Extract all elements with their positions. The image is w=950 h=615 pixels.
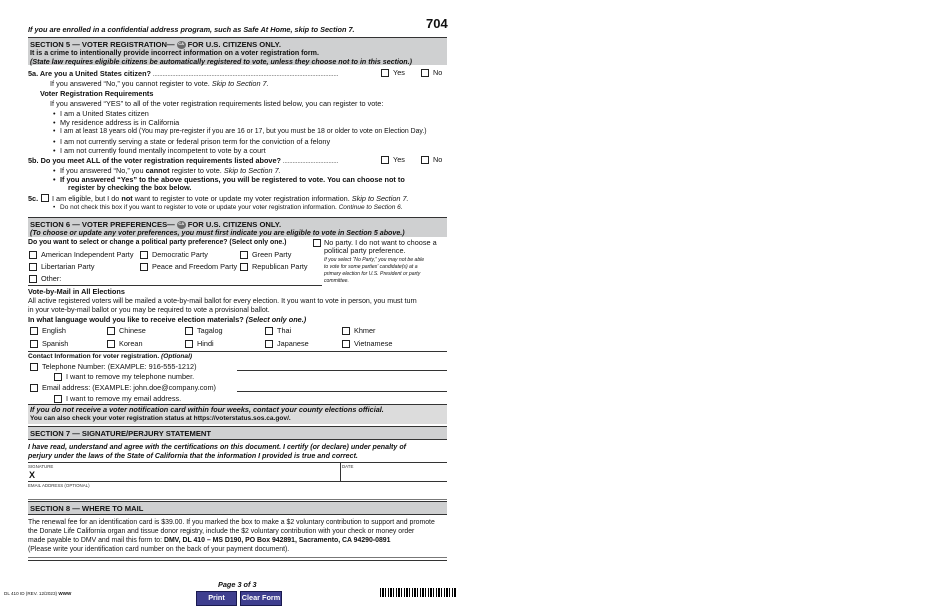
print-button[interactable]: Print [196,591,237,606]
section-6-title-suffix: FOR U.S. CITIZENS ONLY. [187,220,282,229]
perjury-statement-cont: perjury under the laws of the State of California that the information I provided is true and correct. [28,452,358,460]
remove-phone-option[interactable]: I want to remove my telephone number. [54,373,194,382]
section-8-top-rule [28,499,447,500]
section-6-header [28,217,447,237]
email-optional-label: EMAIL ADDRESS (OPTIONAL) [28,483,90,488]
requirements-intro: If you answered “YES” to all of the voter registration requirements listed below, you can register to vote: [50,99,384,108]
section-8-rule [28,514,447,515]
q5c-opt-out-checkbox[interactable] [41,194,49,202]
requirement-item: • My residence address is in California [60,119,179,128]
party-question: Do you want to select or change a political party preference? (Select only one.) [28,239,287,246]
vbm-text-cont: in your vote-by-mail ballot or you may be required to vote a provisional ballot. [28,306,270,314]
language-checkbox[interactable] [185,340,193,348]
language-option[interactable]: English [30,327,66,336]
where-to-mail-text: The renewal fee for an identification card is $39.00. If you marked the box to make a $2 voluntary contribution to support and promote [28,519,435,526]
language-option[interactable]: Spanish [30,340,68,349]
q5a-no-option[interactable]: No [421,69,442,78]
phone-checkbox[interactable] [30,363,38,371]
requirements-title: Voter Registration Requirements [40,89,154,98]
party-other-checkbox[interactable] [29,275,37,283]
party-option[interactable]: American Independent Party [29,251,133,260]
q5b-no-instruction: • If you answered “No,” you cannot register to vote. Skip to Section 7. [60,167,281,176]
requirement-item: • I am not currently found mentally incompetent to vote by a court [60,147,266,156]
form-revision: DL 410 ID (REV. 12/2023) WWW [4,591,72,596]
q5b-yes-option[interactable]: Yes [381,156,405,165]
language-question: In what language would you like to receive election materials? (Select only one.) [28,315,307,324]
no-party-note: If you select “No Party,” you may not be able [324,257,425,263]
party-option-other[interactable]: Other: [29,275,61,284]
no-party-note: to vote for some parties' candidate(s) at a [324,264,418,270]
page-indicator: Page 3 of 3 [218,580,257,589]
section-5-title-suffix: FOR U.S. CITIZENS ONLY. [187,40,281,49]
section-8-bottom-rule [28,557,447,558]
party-option[interactable]: Libertarian Party [29,263,95,272]
q5a-no-instruction: If you answered “No,” you cannot register to vote. Skip to Section 7. [50,79,269,88]
phone-input-line[interactable] [237,370,447,371]
no-party-note: primary election for U.S. President or party [324,271,421,277]
section-5-header [28,37,447,65]
language-checkbox[interactable] [185,327,193,335]
language-option[interactable]: Korean [107,340,143,349]
vbm-title: Vote-by-Mail in All Elections [28,287,125,296]
language-checkbox[interactable] [342,340,350,348]
section-8-bottom-rule-2 [28,560,447,561]
signature-x-mark: X [29,470,36,480]
party-option[interactable]: Peace and Freedom Party [140,263,237,272]
question-5c-label: 5c. [28,194,39,203]
section-5-auto-register-note: (State law requires eligible citizens be automatically registered to vote, unless they choose not to in this section.) [30,57,412,66]
party-checkbox[interactable] [140,263,148,271]
status-check-text: You can also check your voter registration status at https://voterstatus.sos.ca.gov/. [30,414,291,422]
section-8-title: SECTION 8 — WHERE TO MAIL [30,504,144,513]
where-to-mail-note: (Please write your identification card number on the back of your payment document). [28,546,290,553]
language-divider [28,351,447,352]
confidential-address-note: If you are enrolled in a confidential address program, such as Safe At Home, skip to Section 7. [28,25,355,34]
language-option[interactable]: Thai [265,327,291,336]
language-checkbox[interactable] [107,327,115,335]
language-option[interactable]: Hindi [185,340,214,349]
q5b-no-option[interactable]: No [421,156,442,165]
signature-field[interactable] [42,467,338,482]
language-checkbox[interactable] [30,327,38,335]
q5a-yes-option[interactable]: Yes [381,69,405,78]
section-8-header [28,501,447,514]
language-checkbox[interactable] [342,327,350,335]
language-option[interactable]: Tagalog [185,327,223,336]
party-option[interactable]: Democratic Party [140,251,208,260]
section-7-rule [28,439,447,440]
q5a-no-checkbox[interactable] [421,69,429,77]
language-option[interactable]: Vietnamese [342,340,392,349]
language-checkbox[interactable] [265,340,273,348]
where-to-mail-address: made payable to DMV and mail this form to: DMV, DL 410 – MS D190, PO Box 942891, Sacramento, CA 94290-0891 [28,537,391,544]
party-checkbox[interactable] [29,251,37,259]
section-6-note: (To choose or update any voter preferences, you must first indicate you are eligible to vote in Section 5 above.) [30,229,405,238]
barcode-icon [380,588,456,597]
language-option[interactable]: Japanese [265,340,309,349]
notice-text: If you do not receive a voter notification card within four weeks, contact your county elections official. [30,405,384,414]
date-label: DATE [342,464,354,469]
q5b-yes-checkbox[interactable] [381,156,389,164]
party-checkbox[interactable] [29,263,37,271]
signature-box [28,462,447,482]
q5a-yes-checkbox[interactable] [381,69,389,77]
language-checkbox[interactable] [30,340,38,348]
q5c-note: • Do not check this box if you want to register to vote or update your voter registration information. Continue to Section 6. [60,204,403,212]
party-divider [28,285,322,286]
remove-email-checkbox[interactable] [54,395,62,403]
vbm-text: All active registered voters will be mailed a vote-by-mail ballot for every election. It you want to vote in person, you must turn [28,297,417,305]
date-field[interactable] [344,467,444,482]
language-option[interactable]: Chinese [107,327,146,336]
q5b-yes-instruction: • If you answered “Yes” to the above questions, you will be registered to vote. You can choose not to [60,176,405,185]
question-5c: I am eligible, but I do not want to register to vote or update my voter registration information. Skip to Section 7. [52,194,409,203]
section-7-title: SECTION 7 — SIGNATURE/PERJURY STATEMENT [30,429,212,438]
remove-email-option[interactable]: I want to remove my email address. [54,395,181,404]
no-party-label: No party. I do not want to choose a [324,238,437,247]
requirement-item: • I am at least 18 years old (You may pre-register if you are 16 or 17, but you must be 18 or older to vote on Election Day.) [60,128,427,136]
requirement-item: • I am not currently serving a state or federal prison term for the conviction of a felony [60,138,330,147]
clear-form-button[interactable]: Clear Form [240,591,282,606]
question-5a: 5a. Are you a United States citizen? .................................................................................................................. [28,69,339,78]
section-5-warning: It is a crime to intentionally provide incorrect information on a voter registration form. [30,49,319,58]
contact-info-title: Contact Information for voter registration. (Optional) [28,353,193,360]
email-option[interactable]: Email address: (EXAMPLE: john.doe@company.com) [30,384,216,393]
email-optional-field[interactable] [28,489,447,497]
no-party-label-cont: political party preference. [324,246,406,255]
party-checkbox[interactable] [240,251,248,259]
where-to-mail-text: the Donate Life California organ and tissue donor registry, include the $2 voluntary contribution with your check or money order [28,528,415,535]
phone-option[interactable]: Telephone Number: (EXAMPLE: 916-555-1212) [30,363,197,372]
language-option[interactable]: Khmer [342,327,376,336]
section-7-header [28,426,447,439]
language-checkbox[interactable] [265,327,273,335]
notice-box [28,404,447,424]
perjury-statement: I have read, understand and agree with the certifications on this document. I certify (or declare) under penalty of [28,443,407,451]
language-checkbox[interactable] [107,340,115,348]
section-6-title: SECTION 6 — VOTER PREFERENCES— [30,220,175,229]
remove-phone-checkbox[interactable] [54,373,62,381]
q5b-no-checkbox[interactable] [421,156,429,164]
party-checkbox[interactable] [240,263,248,271]
requirement-item: • I am a United States citizen [60,110,149,119]
party-option[interactable]: Green Party [240,251,291,260]
question-5b: 5b. Do you meet ALL of the voter registration requirements listed above? .................................. [28,156,338,165]
california-seal-icon: CA [177,221,186,229]
no-party-checkbox[interactable] [313,239,321,247]
party-option[interactable]: Republican Party [240,263,308,272]
signature-date-divider [340,463,341,482]
form-number: 704 [426,16,448,31]
signature-label: SIGNATURE [28,464,54,469]
section-5-title: SECTION 5 — VOTER REGISTRATION— [30,40,175,49]
email-checkbox[interactable] [30,384,38,392]
party-checkbox[interactable] [140,251,148,259]
q5b-yes-instruction-cont: register by checking the box below. [68,183,192,192]
no-party-note: committee. [324,278,349,284]
california-seal-icon: CA [177,41,186,49]
email-input-line[interactable] [237,391,447,392]
